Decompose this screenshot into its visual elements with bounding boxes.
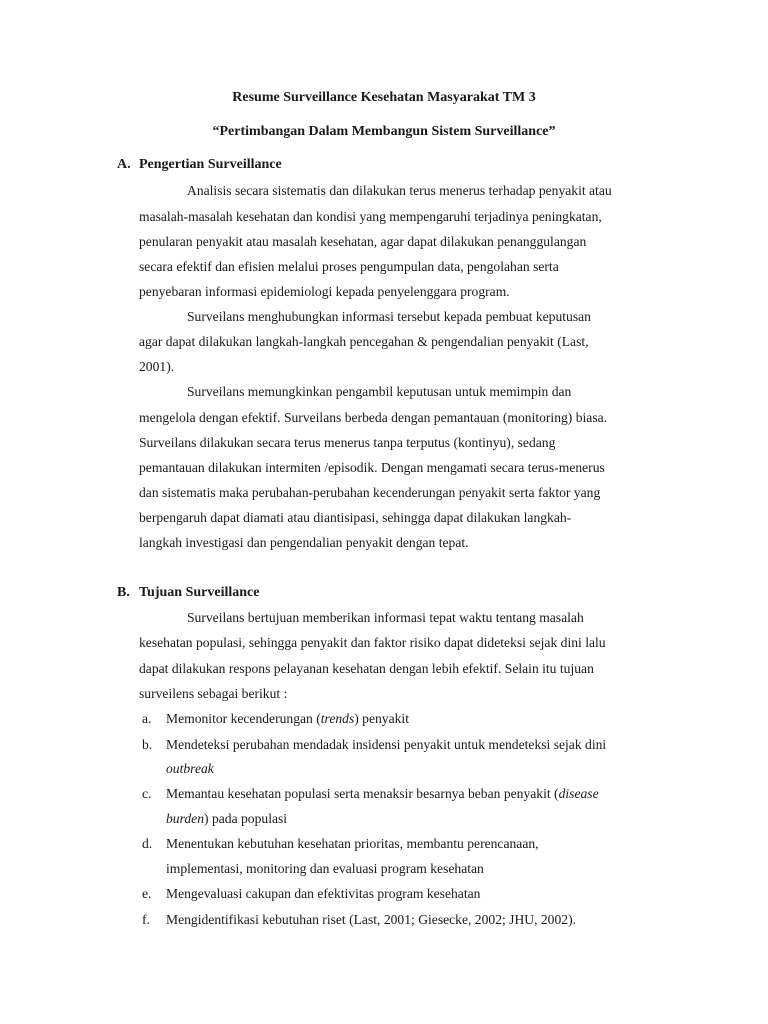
document-subtitle: “Pertimbangan Dalam Membangun Sistem Surveillance” — [212, 124, 556, 139]
list-item-emphasis: trends — [320, 711, 355, 726]
paragraph-line: secara efektif dan efisien melalui proses pengumpulan data, pengolahan serta — [139, 259, 559, 274]
section-b-title: Tujuan Surveillance — [139, 585, 260, 600]
list-marker: d. — [142, 836, 153, 851]
list-marker: a. — [142, 711, 152, 726]
list-item-text: ) pada populasi — [204, 811, 288, 826]
list-item-a — [166, 711, 409, 727]
paragraph-line: berpengaruh dapat diamati atau diantisipasi, sehingga dapat dilakukan langkah- — [139, 510, 572, 525]
list-item-e: Mengevaluasi cakupan dan efektivitas program kesehatan — [166, 886, 481, 901]
section-a-heading — [117, 157, 282, 173]
list-item-d-line2: implementasi, monitoring dan evaluasi program kesehatan — [166, 861, 484, 876]
paragraph-line: kesehatan populasi, sehingga penyakit dan faktor risiko dapat dideteksi sejak dini lalu — [139, 635, 606, 650]
paragraph-line: dapat dilakukan respons pelayanan kesehatan dengan lebih efektif. Selain itu tujuan — [139, 661, 594, 676]
paragraph-line: agar dapat dilakukan langkah-langkah pencegahan & pengendalian penyakit (Last, — [139, 334, 589, 349]
list-item-emphasis: burden — [166, 811, 205, 826]
paragraph-line: Surveilans bertujuan memberikan informasi tepat waktu tentang masalah — [187, 610, 584, 625]
list-item-emphasis: disease — [558, 786, 599, 801]
paragraph-line: penyebaran informasi epidemiologi kepada penyelenggara program. — [139, 284, 510, 299]
list-item-d-line1: Menentukan kebutuhan kesehatan prioritas, membantu perencanaan, — [166, 836, 539, 851]
paragraph-line: Surveilans menghubungkan informasi tersebut kepada pembuat keputusan — [187, 309, 591, 324]
paragraph-line: langkah investigasi dan pengendalian penyakit dengan tepat. — [139, 535, 469, 550]
list-item-text: ) penyakit — [354, 711, 409, 726]
list-item-emphasis: outbreak — [166, 761, 214, 776]
list-marker: f. — [142, 912, 150, 927]
paragraph-line: dan sistematis maka perubahan-perubahan kecenderungan penyakit serta faktor yang — [139, 485, 601, 500]
list-item-text: Memonitor kecenderungan ( — [166, 711, 321, 726]
list-marker: c. — [142, 786, 152, 801]
document-title: Resume Surveillance Kesehatan Masyarakat TM 3 — [232, 90, 536, 105]
paragraph-line: pemantauan dilakukan intermiten /episodik. Dengan mengamati secara terus-menerus — [139, 460, 605, 475]
paragraph-line: Surveilans memungkinkan pengambil keputusan untuk memimpin dan — [187, 384, 572, 399]
list-marker: b. — [142, 737, 153, 752]
paragraph-line: masalah-masalah kesehatan dan kondisi yang mempengaruhi terjadinya peningkatan, — [139, 209, 602, 224]
section-b-letter: B. — [117, 585, 130, 600]
list-item-c-line1 — [166, 786, 599, 802]
paragraph-line: surveilens sebagai berikut : — [139, 686, 288, 701]
paragraph-line: Surveilans dilakukan secara terus menerus tanpa terputus (kontinyu), sedang — [139, 435, 556, 450]
list-item-text: Memantau kesehatan populasi serta menaksir besarnya beban penyakit ( — [166, 786, 559, 801]
list-item-c-line2 — [166, 811, 287, 827]
paragraph-line: penularan penyakit atau masalah kesehatan, agar dapat dilakukan penanggulangan — [139, 234, 587, 249]
list-marker: e. — [142, 886, 152, 901]
paragraph-line: 2001). — [139, 359, 175, 374]
section-a-title: Pengertian Surveillance — [139, 157, 282, 172]
section-b-heading — [117, 585, 259, 601]
list-item-f: Mengidentifikasi kebutuhan riset (Last, 2001; Giesecke, 2002; JHU, 2002). — [166, 912, 576, 927]
paragraph-line: Analisis secara sistematis dan dilakukan terus menerus terhadap penyakit atau — [187, 183, 612, 198]
list-item-b-line2 — [166, 761, 214, 777]
section-a-letter: A. — [117, 157, 131, 172]
list-item-b-line1: Mendeteksi perubahan mendadak insidensi penyakit untuk mendeteksi sejak dini — [166, 737, 607, 752]
paragraph-line: mengelola dengan efektif. Surveilans berbeda dengan pemantauan (monitoring) biasa. — [139, 410, 608, 425]
